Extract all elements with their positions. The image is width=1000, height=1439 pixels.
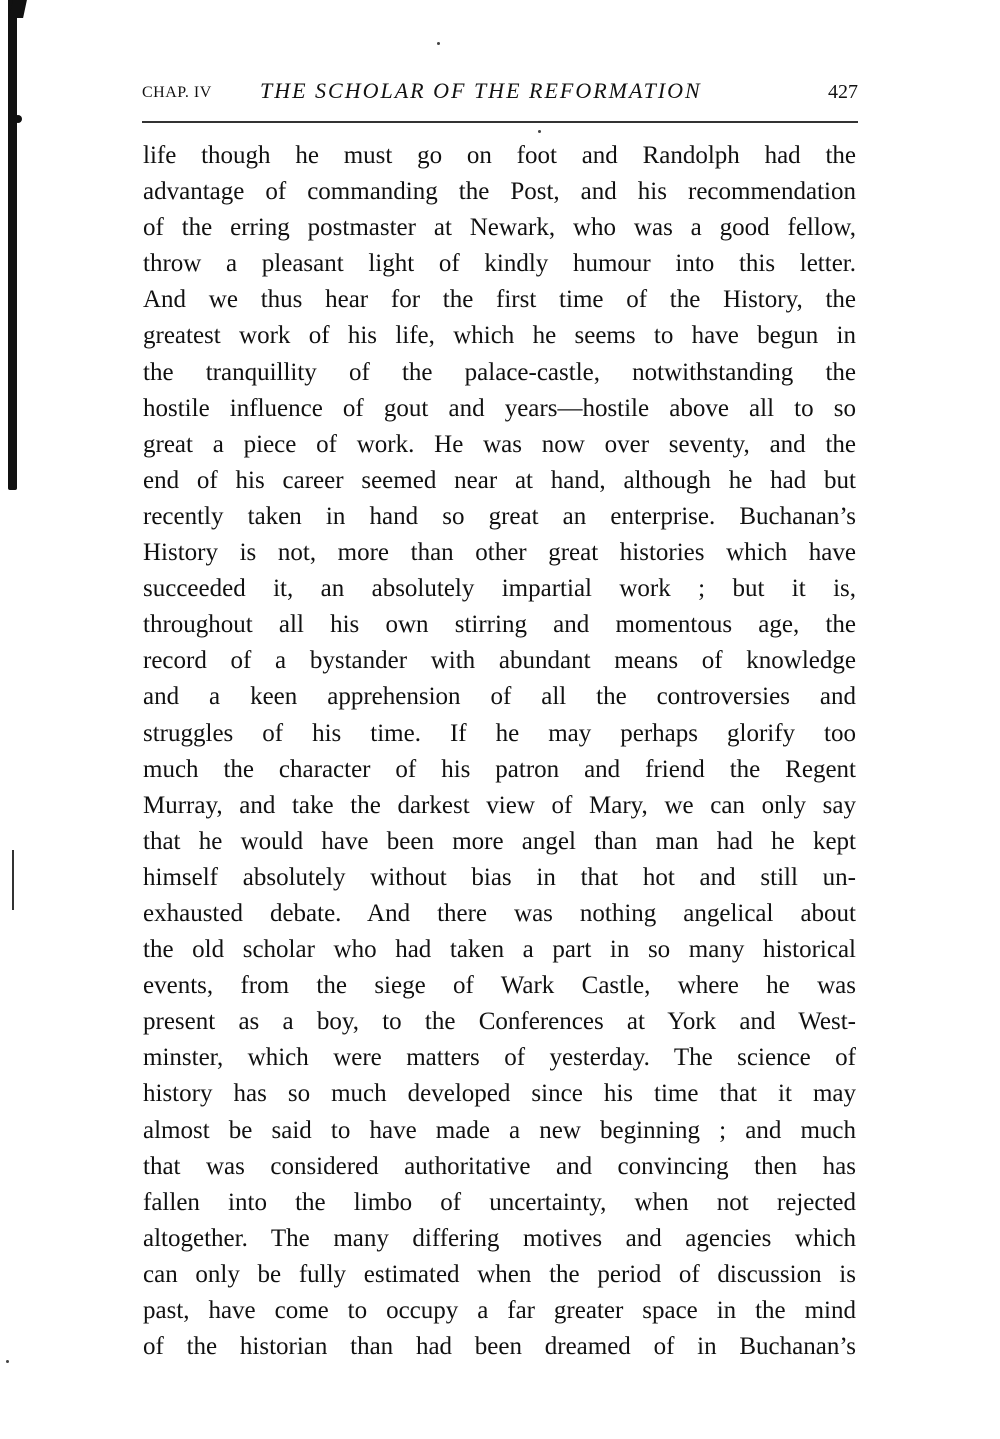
text-line: fallen into the limbo of uncertainty, when not rejected [143,1188,856,1216]
text-line: the old scholar who had taken a part in so many historical [143,936,856,964]
text-line: advantage of commanding the Post, and his recommendation [143,178,856,206]
running-header [142,78,858,110]
text-line: can only be fully estimated when the period of discussion is [143,1260,856,1288]
text-line: himself absolutely without bias in that hot and still un- [143,863,856,891]
scan-binding-edge [8,0,17,490]
text-line: present as a boy, to the Conferences at York and West- [143,1008,856,1036]
scan-edge-blot [14,115,22,123]
scan-margin-mark [12,850,14,910]
scan-speck [538,130,541,133]
text-line: minster, which were matters of yesterday. The science of [143,1044,856,1072]
text-line: recently taken in hand so great an enterprise. Buchanan’s [143,502,856,530]
text-line: events, from the siege of Wark Castle, where he was [143,972,856,1000]
text-line: throw a pleasant light of kindly humour into this letter. [143,250,856,278]
text-line: and a keen apprehension of all the controversies and [143,683,856,711]
text-line: of the erring postmaster at Newark, who was a good fellow, [143,214,856,242]
text-line: great a piece of work. He was now over seventy, and the [143,430,856,458]
chapter-label: CHAP. IV [142,84,212,101]
text-line: History is not, more than other great histories which have [143,539,856,567]
text-line: history has so much developed since his time that it may [143,1080,856,1108]
text-line: past, have come to occupy a far greater space in the mind [143,1297,856,1324]
running-title: THE SCHOLAR OF THE REFORMATION [260,78,702,103]
text-line: succeeded it, an absolutely impartial work ; but it is, [143,575,856,603]
text-line: exhausted debate. And there was nothing angelical about [143,899,856,927]
body-text [143,138,856,1365]
text-line: the tranquillity of the palace-castle, notwithstanding the [143,358,856,386]
text-line: greatest work of his life, which he seems to have begun in [143,322,856,350]
text-line: hostile influence of gout and years—hostile above all to so [143,394,856,422]
text-line: of the historian than had been dreamed of in Buchanan’s [143,1333,856,1361]
text-line: life though he must go on foot and Randolph had the [143,142,856,169]
header-rule [142,121,858,123]
scan-speck [437,42,440,45]
text-line: Murray, and take the darkest view of Mary, we can only say [143,791,856,819]
text-line: that he would have been more angel than man had he kept [143,827,856,855]
text-line: much the character of his patron and friend the Regent [143,755,856,783]
text-line: almost be said to have made a new beginning ; and much [143,1116,856,1144]
text-line: record of a bystander with abundant means of knowledge [143,647,856,675]
page-number: 427 [828,81,858,103]
scan-speck [6,1360,9,1363]
text-line: altogether. The many differing motives and agencies which [143,1224,856,1252]
text-line: that was considered authoritative and convincing then has [143,1152,856,1180]
text-line: end of his career seemed near at hand, although he had but [143,466,856,494]
text-line: And we thus hear for the first time of the History, the [143,286,856,314]
text-line: struggles of his time. If he may perhaps glorify too [143,719,856,747]
text-line: throughout all his own stirring and momentous age, the [143,611,856,639]
